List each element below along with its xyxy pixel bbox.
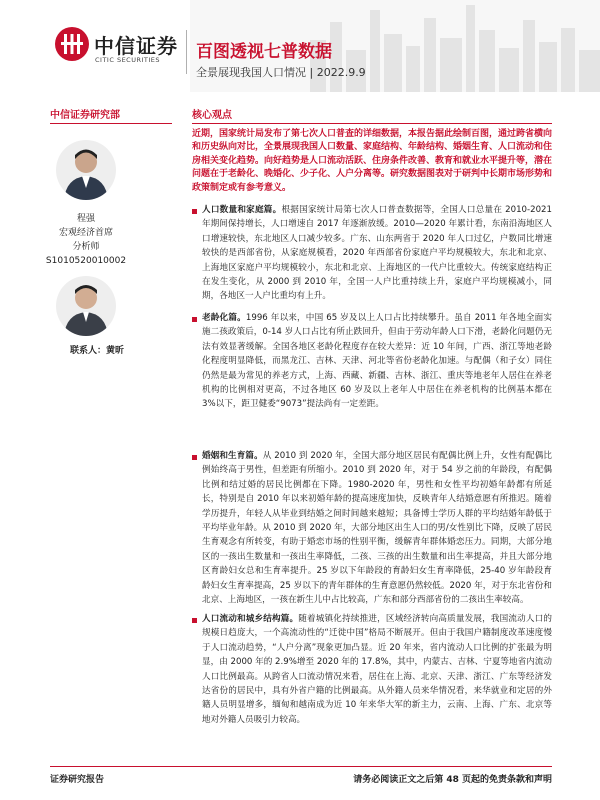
analyst-role-line1: 宏观经济首席 bbox=[58, 228, 113, 238]
contact-avatar bbox=[56, 276, 116, 336]
key-summary: 近期，国家统计局发布了第七次人口普查的详细数据，本报告据此绘制百图，通过跨省横向和历史纵向对比，全景展现我国人口数量、家庭结构、年龄结构、婚姻生育、人口流动和住房相关变化趋势。向好趋势是人口流动活跃、住房条件改善、教育和就业水平提升等，潜在问题在于老龄化、晚婚化、少子化、人户分离等。研究数据图表对于研判中长期市场形势和政策制定或有参考意义。 bbox=[192, 129, 553, 193]
section-body: 根据国家统计局第七次人口普查数据等，全国人口总量在 2010-2021 年期间保持增长，人口增速自 2017 年逐渐放缓。2010—2020 年累计看，东南沿海地区人口增速较快，东北地区人口减少较多。广东、山东两省于 2020 年人口过亿，户数同比增速较快的是西部省份，从家庭规模看，2020 年西部省份家庭户平均规模较大，东北和北京、上海地区家庭户平均规模较小，东北和北京、上海地区的一代户比重较大。传统家庭结构正在发生变化，从 2000 到 2010 年，全国一人户比重持续上升，家庭户平均规模减小，同期，各地区一人户比重均有上升。 bbox=[202, 205, 552, 302]
research-dept-label: 中信证券研究部 bbox=[50, 110, 120, 121]
section-marriage-fertility bbox=[192, 449, 552, 607]
header-divider bbox=[186, 30, 187, 74]
section-heading: 人口流动和城乡结构篇。 bbox=[202, 614, 299, 624]
section-body: 1996 年以来，中国 65 岁及以上人口占比持续攀升。虽自 2011 年各地全面实施二孩政策后，0-14 岁人口占比有所止跌回升，但由于劳动年龄人口下滑，老龄化问题仍无法有效显著缓解。全国各地区老龄化程度存在较大差异：近 10 年间，广西、浙江等地老龄化程度明显降低，而黑龙江、吉林、天津、河北等省份老龄化加速。与配偶（和子女）同住仍然是最为常见的养老方式，上海、西藏、新疆、吉林、浙江、重庆等地老年人居住在养老机构的比例相对更高，不过各地区 60 岁及以上老年人中居住在养老机构的比例基本都在 3%以下，距卫健委“9073”提法尚有一定差距。 bbox=[202, 313, 552, 410]
section-aging bbox=[192, 311, 552, 412]
section-body: 从 2010 到 2020 年，全国大部分地区居民有配偶比例上升，女性有配偶比例始终高于男性，但差距有所缩小。2010 到 2020 年，对于 54 岁之前的年龄段，有配偶比例和结过婚的居民比例都在下降。1980-2020 年，男性和女性平均初婚年龄都有所延长，特别是自 2010 年以来初婚年龄的提高速度加快，反映青年人结婚意愿有所推迟。随着学历提升，年轻人从毕业到结婚之间时间越来越短；具备博士学历人群的平均结婚年龄低于平均毕业年龄。从 2010 到 2020 年，大部分地区出生人口的男/女性别比下降，反映了居民生育观念有所转变，有助于婚恋市场的性别平衡，缓解青年群体婚恋压力。同期，大部分地区的一孩出生数量和一孩出生率降低，二孩、三孩的出生数量和出生率提高，并且大部分地区育龄妇女总和生育率提升。25 岁以下年龄段的育龄妇女生育率降低，25-40 岁年龄段育龄妇女生育率提高，25 岁以下的青年群体的生育意愿仍然较低。2020 年，对于东北省份和北京、上海地区，一孩在新生儿中占比较高，广东和部分西部省份的二孩出生率较高。 bbox=[202, 451, 552, 606]
footer-disclaimer-note: 请务必阅读正文之后第 48 页起的免责条款和声明 bbox=[353, 775, 552, 785]
section-heading: 人口数量和家庭篇。 bbox=[202, 205, 282, 215]
report-title: 百图透视七普数据 bbox=[196, 42, 332, 62]
section-heading: 老龄化篇。 bbox=[202, 313, 246, 323]
core-view-heading: 核心观点 bbox=[192, 110, 232, 121]
analyst-role-line2: 分析师 bbox=[72, 242, 100, 252]
left-heading-rule bbox=[50, 123, 172, 124]
contact-label: 联系人：黄昕 bbox=[70, 346, 125, 356]
report-header bbox=[0, 0, 600, 92]
footer-report-type: 证券研究报告 bbox=[50, 775, 105, 785]
report-subtitle: 全景展现我国人口情况 | 2022.9.9 bbox=[196, 66, 366, 79]
analyst-license: S1010520010002 bbox=[45, 256, 127, 266]
brand-name-cn: 中信证券 bbox=[94, 34, 178, 58]
section-body: 随着城镇化持续推进，区域经济转向高质量发展，我国流动人口的规模日趋庞大，一个高流动性的“迁徙中国”格局不断展开。但由于我国户籍制度改革速度慢于人口流动趋势，“人户分离”现象更加凸显。近 20 年来，省内流动人口比例的扩张最为明显，由 2000 年的 2.9%增至 2020 年的 17.8%，其中，内蒙古、吉林、宁夏等地省内流动人口比例最高。从跨省人口流动情况来看，居住在上海、北京、天津、浙江、广东等经济发达省份的居民中，具有外省户籍的比例最高。从外籍人员来华情况看，来华就业和定居的外籍人员明显增多，缅甸和越南成为近 10 年来华大军的新主力，云南、上海、广东、北京等地对外籍人员吸引力较高。 bbox=[202, 614, 552, 725]
analyst-name: 程强 bbox=[76, 214, 95, 224]
main-heading-rule bbox=[192, 123, 552, 124]
section-migration-urban bbox=[192, 612, 552, 727]
section-heading: 婚姻和生育篇。 bbox=[202, 451, 263, 461]
analyst-avatar bbox=[56, 140, 116, 200]
section-population-household bbox=[192, 203, 552, 304]
brand-name-en: CITIC SECURITIES bbox=[95, 56, 161, 64]
citic-logo bbox=[54, 26, 90, 62]
footer-rule bbox=[50, 766, 552, 767]
